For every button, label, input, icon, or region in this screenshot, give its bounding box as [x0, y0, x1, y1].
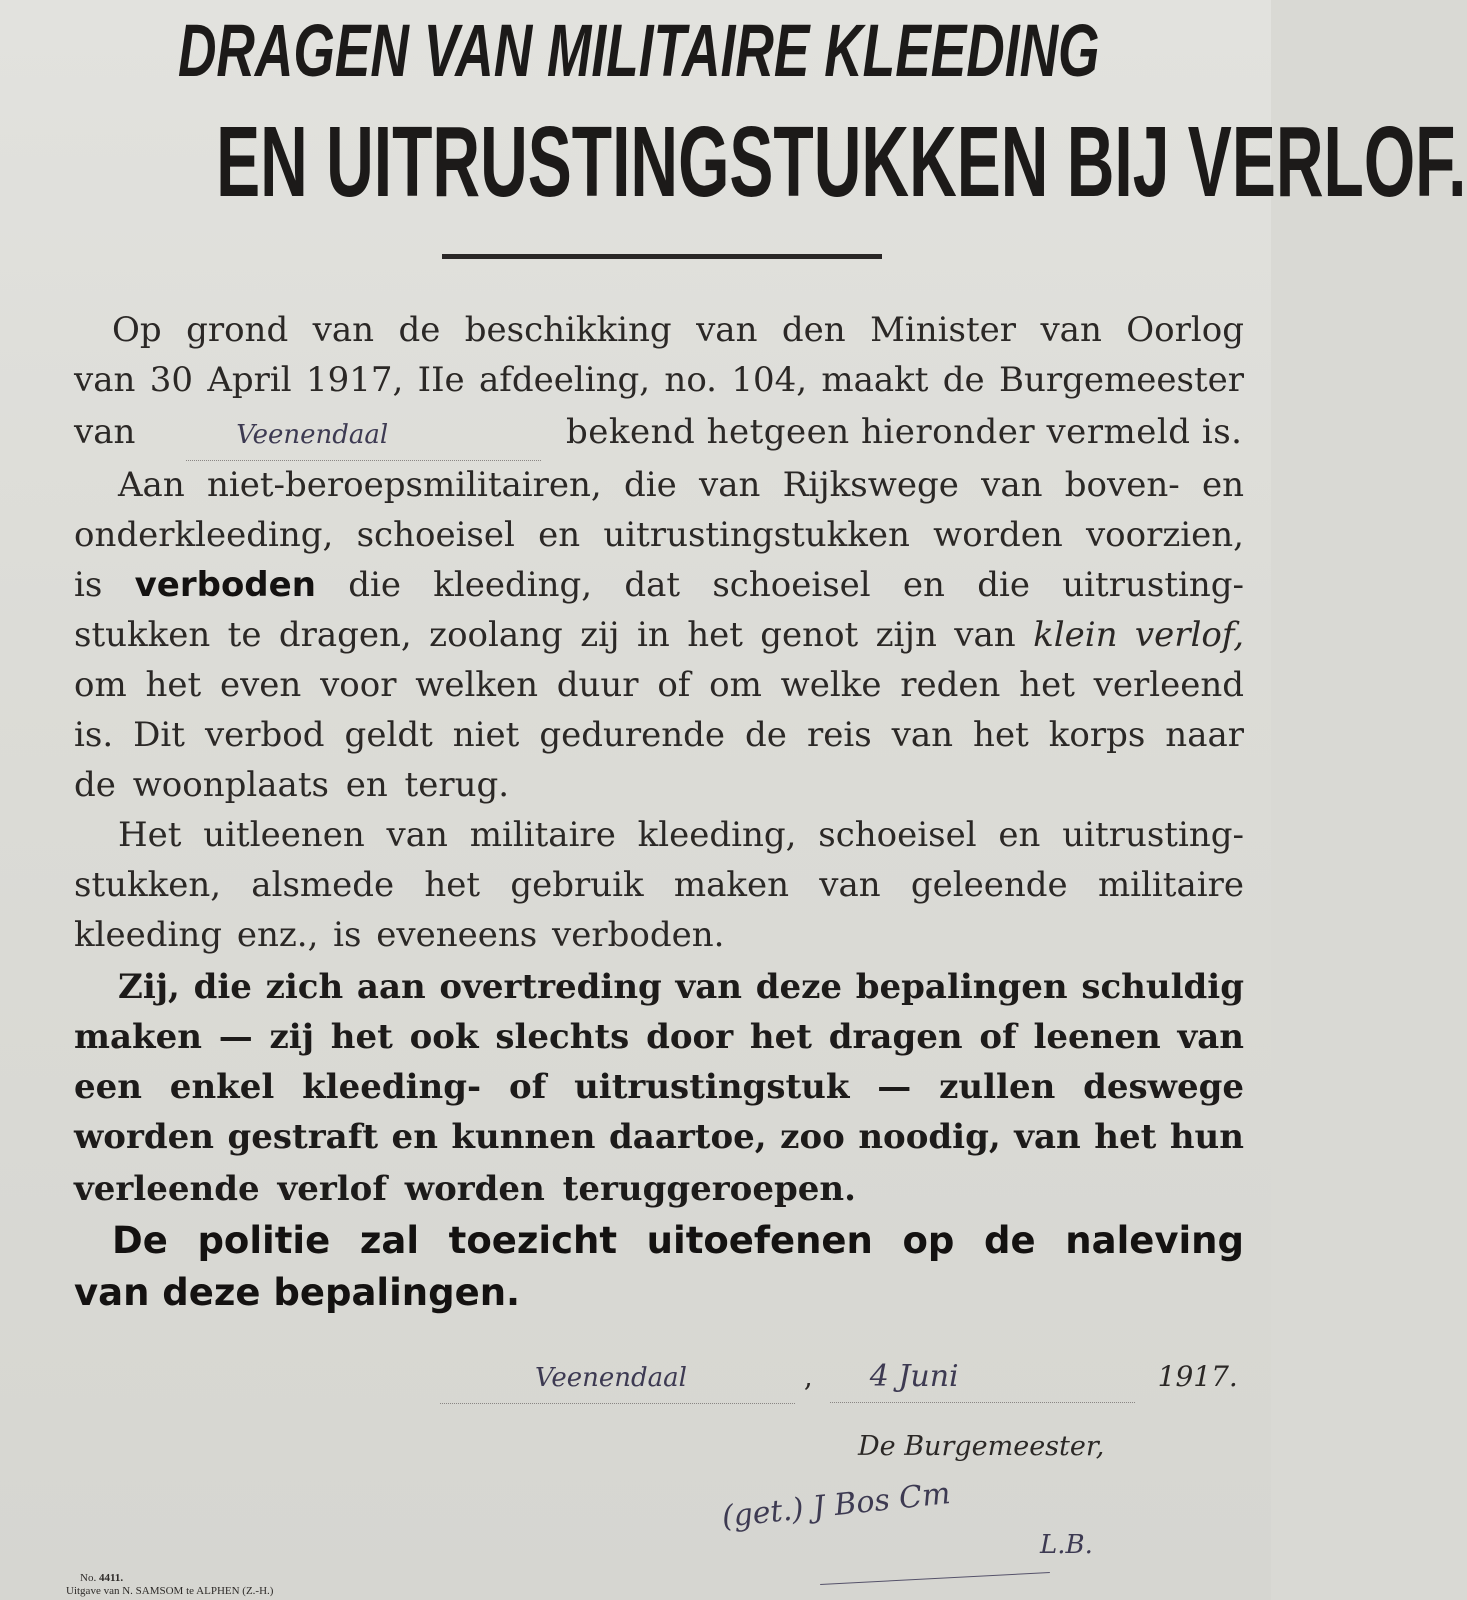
- print-number-label: No.: [80, 1572, 97, 1584]
- title-line-1: DRAGEN VAN MILITAIRE KLEEDING: [177, 9, 1100, 92]
- body-line-8: om het even voor welken duur of om welke reden het verleend: [74, 665, 1244, 705]
- closing-place-field: [440, 1352, 795, 1404]
- print-number: [80, 1572, 123, 1585]
- body-line-13: kleeding enz., is eveneens verboden.: [74, 915, 725, 955]
- date-handwritten: 4 Juni: [869, 1359, 959, 1394]
- body-line-4: Aan niet-beroepsmilitairen, die van Rijkswege van boven- en: [118, 465, 1244, 505]
- body-line-11: Het uitleenen van militaire kleeding, schoeisel en uitrusting-: [118, 815, 1244, 855]
- publisher-line: Uitgave van N. SAMSOM te ALPHEN (Z.-H.): [66, 1585, 274, 1597]
- body-line-6: is verboden die kleeding, dat schoeisel en die uitrusting-: [74, 565, 1245, 605]
- body-line-7: stukken te dragen, zoolang zij in het genot zijn van klein verlof,: [74, 615, 1245, 655]
- signatory-title: De Burgemeester,: [858, 1431, 1105, 1462]
- verboden-emphasis: verboden: [134, 565, 316, 605]
- body-line-15: maken — zij het ook slechts door het dragen of leenen van: [74, 1017, 1244, 1057]
- closing-place-date: [440, 1352, 1240, 1404]
- place-handwritten: Veenendaal: [236, 420, 389, 450]
- title-divider: [442, 254, 882, 259]
- body-line-3-start: van: [74, 412, 136, 452]
- signature-underline: [820, 1572, 1050, 1585]
- print-number-value: 4411.: [98, 1572, 124, 1584]
- place-field: [186, 407, 541, 461]
- body-line-18: verleende verlof worden teruggeroepen.: [74, 1169, 856, 1209]
- klein-verlof-emphasis: klein verlof,: [1033, 615, 1245, 655]
- notice-line-2: van deze bepalingen.: [74, 1271, 521, 1314]
- closing-comma: ,: [803, 1360, 813, 1393]
- notice-line-1: De politie zal toezicht uitoefenen op de naleving: [112, 1219, 1244, 1262]
- body-line-3: [74, 407, 1244, 461]
- closing-year: 1917.: [1157, 1360, 1238, 1393]
- closing-place-handwritten: Veenendaal: [535, 1363, 688, 1393]
- body-line-10: de woonplaats en terug.: [74, 765, 510, 805]
- initials-handwritten: L.B.: [1040, 1530, 1093, 1560]
- body-line-3-end: bekend hetgeen hieronder vermeld is.: [566, 412, 1243, 452]
- date-field: [830, 1352, 1135, 1403]
- body-line-14: Zij, die zich aan overtreding van deze bepalingen schuldig: [118, 967, 1244, 1007]
- body-line-9: is. Dit verbod geldt niet gedurende de reis van het korps naar: [74, 715, 1244, 755]
- body-line-5: onderkleeding, schoeisel en uitrustingstukken worden voorzien,: [74, 515, 1244, 555]
- title-line-2: EN UITRUSTINGSTUKKEN BIJ VERLOF.: [216, 106, 1467, 218]
- body-line-12: stukken, alsmede het gebruik maken van geleende militaire: [74, 865, 1244, 905]
- body-line-17: worden gestraft en kunnen daartoe, zoo noodig, van het hun: [74, 1117, 1244, 1157]
- body-line-16: een enkel kleeding- of uitrustingstuk — zullen deswege: [74, 1067, 1244, 1107]
- signature-handwritten: (get.) J Bos Cm: [720, 1476, 953, 1535]
- body-line-1: Op grond van de beschikking van den Minister van Oorlog: [112, 310, 1244, 350]
- body-line-2: van 30 April 1917, IIe afdeeling, no. 104, maakt de Burgemeester: [74, 360, 1244, 400]
